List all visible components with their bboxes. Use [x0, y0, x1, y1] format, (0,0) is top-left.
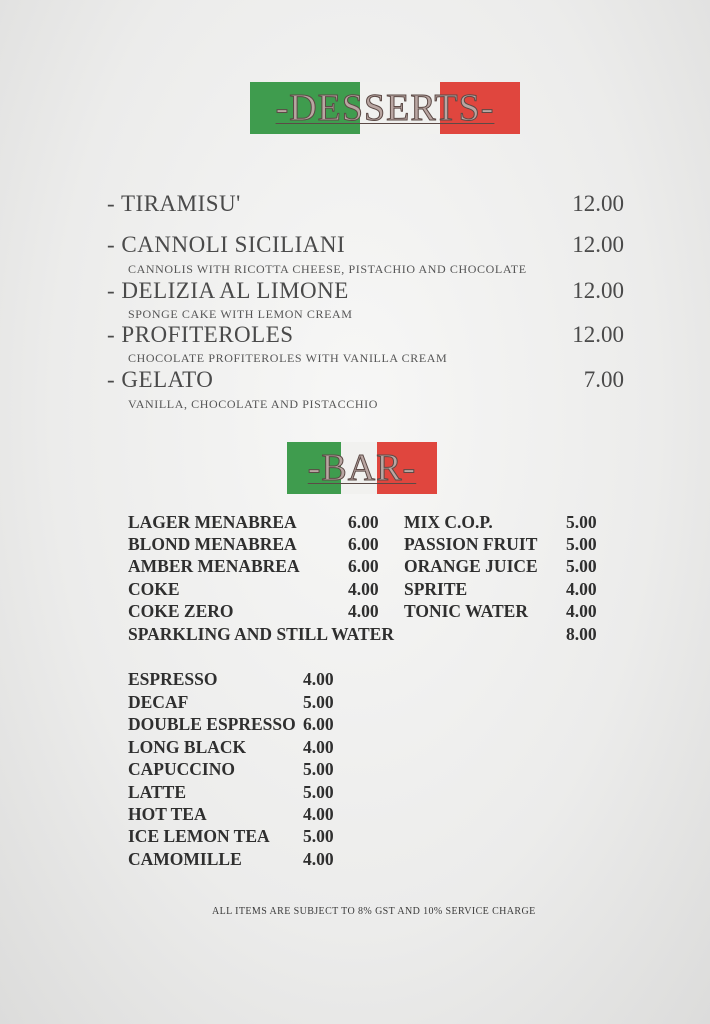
desserts-title: -DESSERTS- [275, 87, 495, 129]
drink-price: 4.00 [566, 601, 597, 621]
drink-name: AMBER MENABREA [128, 556, 300, 576]
tax-footnote: ALL ITEMS ARE SUBJECT TO 8% GST AND 10% SERVICE CHARGE [212, 906, 536, 917]
coffee-price: 4.00 [303, 737, 334, 757]
drink-name: BLOND MENABREA [128, 534, 297, 554]
dessert-description: CHOCOLATE PROFITEROLES WITH VANILLA CREAM [128, 351, 448, 365]
drink-name: SPRITE [404, 579, 468, 599]
water-price: 8.00 [566, 624, 597, 644]
bar-title: -BAR- [307, 447, 417, 489]
dessert-price: 12.00 [572, 322, 624, 347]
desserts-banner [250, 82, 520, 134]
coffee-price: 4.00 [303, 669, 334, 689]
dessert-name: - TIRAMISU' [107, 191, 241, 216]
coffee-price: 4.00 [303, 849, 334, 869]
dessert-name: - GELATO [107, 367, 214, 392]
dessert-description: SPONGE CAKE WITH LEMON CREAM [128, 307, 353, 321]
dessert-name: - CANNOLI SICILIANI [107, 232, 346, 257]
coffee-name: DECAF [128, 692, 189, 712]
coffee-name: ICE LEMON TEA [128, 826, 270, 846]
drink-name: COKE ZERO [128, 601, 234, 621]
coffee-price: 6.00 [303, 714, 334, 734]
coffee-price: 5.00 [303, 759, 334, 779]
coffee-name: LONG BLACK [128, 737, 247, 757]
water-name: SPARKLING AND STILL WATER [128, 624, 394, 644]
dessert-price: 7.00 [583, 367, 624, 392]
coffee-name: LATTE [128, 782, 187, 802]
drink-price: 4.00 [348, 601, 379, 621]
drink-name: ORANGE JUICE [404, 556, 538, 576]
coffee-price: 5.00 [303, 692, 334, 712]
drink-price: 5.00 [566, 534, 597, 554]
coffee-name: ESPRESSO [128, 669, 218, 689]
coffee-price: 5.00 [303, 826, 334, 846]
bar-banner [287, 442, 437, 494]
dessert-price: 12.00 [572, 191, 624, 216]
dessert-description: VANILLA, CHOCOLATE AND PISTACCHIO [128, 397, 378, 411]
drink-name: LAGER MENABREA [128, 512, 297, 532]
drink-price: 6.00 [348, 534, 379, 554]
drink-name: TONIC WATER [404, 601, 528, 621]
drink-price: 4.00 [348, 579, 379, 599]
drink-price: 5.00 [566, 512, 597, 532]
coffee-price: 5.00 [303, 782, 334, 802]
drink-price: 6.00 [348, 556, 379, 576]
drink-price: 5.00 [566, 556, 597, 576]
dessert-price: 12.00 [572, 278, 624, 303]
drink-price: 4.00 [566, 579, 597, 599]
dessert-name: - PROFITEROLES [107, 322, 294, 347]
dessert-price: 12.00 [572, 232, 624, 257]
drink-name: MIX C.O.P. [404, 512, 493, 532]
drink-name: COKE [128, 579, 180, 599]
dessert-name: - DELIZIA AL LIMONE [107, 278, 349, 303]
dessert-description: CANNOLIS WITH RICOTTA CHEESE, PISTACHIO AND CHOCOLATE [128, 262, 527, 276]
coffee-name: DOUBLE ESPRESSO [128, 714, 296, 734]
coffee-name: CAMOMILLE [128, 849, 242, 869]
coffee-price: 4.00 [303, 804, 334, 824]
coffee-name: HOT TEA [128, 804, 207, 824]
drink-price: 6.00 [348, 512, 379, 532]
coffee-name: CAPUCCINO [128, 759, 235, 779]
drink-name: PASSION FRUIT [404, 534, 538, 554]
